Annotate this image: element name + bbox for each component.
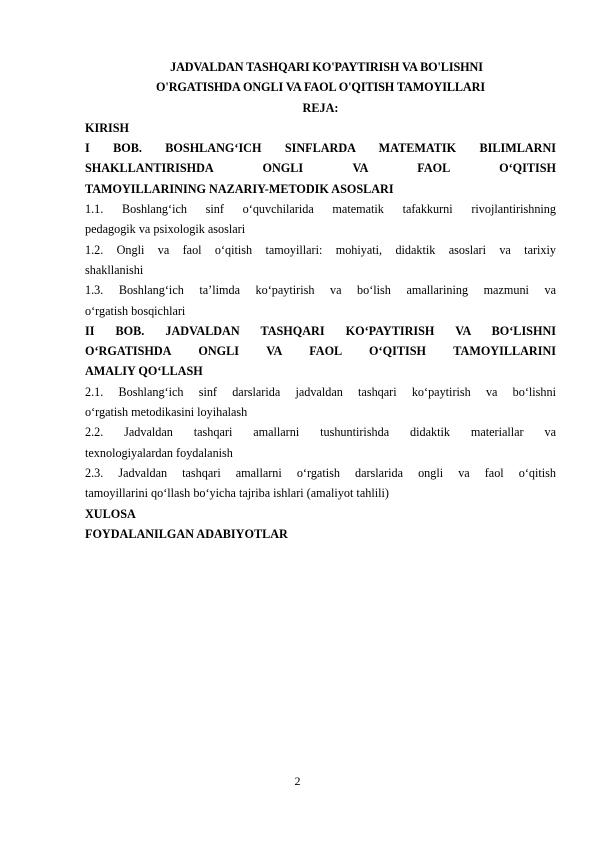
chapter2-item-1-line-2: o‘rgatish metodikasini loyihalash [85, 405, 248, 420]
chapter1-title-line-2: SHAKLLANTIRISHDA ONGLI VA FAOL O‘QITISH [85, 161, 556, 176]
chapter2-title-line-3: AMALIY QO‘LLASH [85, 364, 203, 379]
conclusion-heading: XULOSA [85, 506, 136, 521]
chapter1-item-3-line-1: 1.3. Boshlang‘ich ta’limda ko‘paytirish va bo‘lish amallarining mazmuni va [85, 283, 556, 298]
page-number: 2 [294, 774, 301, 788]
chapter1-item-2-line-1: 1.2. Ongli va faol o‘qitish tamoyillari: mohiyati, didaktik asoslari va tarixiy [85, 242, 556, 257]
chapter2-item-2-line-2: texnologiyalardan foydalanish [85, 445, 233, 460]
title-line-1: JADVALDAN TASHQARI KO'PAYTIRISH VA BO'LISHNI [170, 60, 483, 74]
chapter2-item-2 [85, 422, 556, 463]
document-page [85, 57, 556, 544]
chapter1-item-1-line-2: pedagogik va psixologik asoslari [85, 222, 246, 237]
plan-heading: REJA: [302, 100, 339, 115]
chapter1-item-2-line-2: shakllanishi [85, 262, 144, 277]
chapter2-title-line-2: O‘RGATISHDA ONGLI VA FAOL O‘QITISH TAMOYILLARINI [85, 344, 556, 359]
chapter2-item-3-line-1: 2.3. Jadvaldan tashqari amallarni o‘rgatish darslarida ongli va faol o‘qitish [85, 465, 556, 480]
references-heading: FOYDALANILGAN ADABIYOTLAR [85, 526, 288, 541]
chapter1-item-3 [85, 280, 556, 321]
chapter2-item-1 [85, 382, 556, 423]
intro-heading: KIRISH [85, 120, 130, 135]
chapter2-item-3-line-2: tamoyillarini qo‘llash bo‘yicha tajriba ishlari (amaliyot tahlili) [85, 486, 389, 501]
chapter2-item-1-line-1: 2.1. Boshlang‘ich sinf darslarida jadvaldan tashqari ko‘paytirish va bo‘lishni [85, 384, 556, 399]
title-line-2: O'RGATISHDA ONGLI VA FAOL O'QITISH TAMOYILLARI [156, 80, 485, 95]
chapter1-item-1-line-1: 1.1. Boshlang‘ich sinf o‘quvchilarida matematik tafakkurni rivojlantirishning [85, 202, 556, 217]
chapter1-item-1 [85, 199, 556, 240]
chapter1-item-2 [85, 240, 556, 281]
chapter1-title-line-1: I BOB. BOSHLANG‘ICH SINFLARDA MATEMATIK BILIMLARNI [85, 141, 556, 156]
chapter2-item-3 [85, 463, 556, 504]
chapter2-item-2-line-1: 2.2. Jadvaldan tashqari amallarni tushuntirishda didaktik materiallar va [85, 425, 556, 440]
chapter1-title-line-3: TAMOYILLARINING NAZARIY-METODIK ASOSLARI [85, 181, 394, 196]
chapter2-title-line-1: II BOB. JADVALDAN TASHQARI KO‘PAYTIRISH VA BO‘LISHNI [85, 323, 556, 338]
chapter1-item-3-line-2: o‘rgatish bosqichlari [85, 303, 186, 318]
